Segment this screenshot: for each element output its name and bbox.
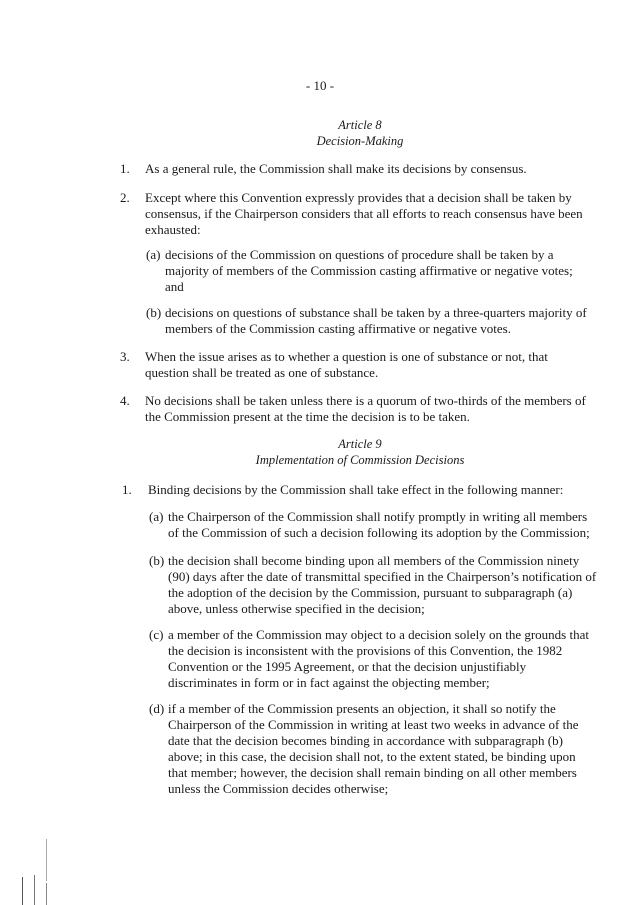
paragraph-line: exhausted: xyxy=(145,222,201,237)
subparagraph-line: the Chairperson of the Commission shall notify promptly in writing all members xyxy=(168,509,588,524)
article-9-heading xyxy=(0,436,640,468)
paragraph-line: When the issue arises as to whether a question is one of substance or not, that xyxy=(145,349,548,364)
subparagraph-label: (c) xyxy=(149,627,164,642)
scan-margin-marks xyxy=(0,835,60,905)
subparagraph-label: (a) xyxy=(146,247,161,262)
paragraph-number: 1. xyxy=(122,482,132,497)
subparagraph-line: discriminates in form or in fact against the objecting member; xyxy=(168,675,490,690)
subparagraph-line: the decision shall become binding upon all members of the Commission ninety xyxy=(168,553,580,568)
subparagraph-label: (a) xyxy=(149,509,164,524)
subparagraph-line: (90) days after the date of transmittal specified in the Chairperson’s notification of xyxy=(168,569,597,584)
subparagraph-line: date that the decision becomes binding in accordance with subparagraph (b) xyxy=(168,733,563,748)
paragraph-line: No decisions shall be taken unless there is a quorum of two-thirds of the members of xyxy=(145,393,586,408)
article-8-subtitle: Decision-Making xyxy=(316,134,404,148)
subparagraph-line: of the Commission of such a decision following its adoption by the Commission; xyxy=(168,525,590,540)
article-9-title: Article 9 xyxy=(338,437,382,451)
subparagraph-line: Chairperson of the Commission in writing at least two weeks in advance of the xyxy=(168,717,579,732)
paragraph-line: Except where this Convention expressly provides that a decision shall be taken by xyxy=(145,190,572,205)
subparagraph-line: decisions on questions of substance shall be taken by a three-quarters majority of xyxy=(165,305,587,320)
article-8-title: Article 8 xyxy=(338,118,382,132)
subparagraph-label: (b) xyxy=(146,305,162,320)
subparagraph-label: (b) xyxy=(149,553,165,568)
subparagraph-line: above, unless otherwise specified in the decision; xyxy=(168,601,425,616)
subparagraph-line: above; in this case, the decision shall not, to the extent stated, be binding upon xyxy=(168,749,576,764)
paragraph-line: consensus, if the Chairperson considers that all efforts to reach consensus have been xyxy=(145,206,583,221)
subparagraph-line: the adoption of the decision by the Commission, pursuant to subparagraph (a) xyxy=(168,585,573,600)
paragraph-number: 3. xyxy=(120,349,130,364)
paragraph-line: question shall be treated as one of substance. xyxy=(145,365,379,380)
subparagraph-label: (d) xyxy=(149,701,165,716)
subparagraph-line: members of the Commission casting affirmative or negative votes. xyxy=(165,321,511,336)
subparagraph-line: unless the Commission decides otherwise; xyxy=(168,781,389,796)
subparagraph-line: majority of members of the Commission casting affirmative or negative votes; xyxy=(165,263,573,278)
paragraph-line: Binding decisions by the Commission shall take effect in the following manner: xyxy=(148,482,564,497)
subparagraph-line: and xyxy=(165,279,184,294)
subparagraph-line: a member of the Commission may object to a decision solely on the grounds that xyxy=(168,627,589,642)
paragraph-number: 1. xyxy=(120,161,130,176)
paragraph-line: As a general rule, the Commission shall make its decisions by consensus. xyxy=(145,161,527,176)
paragraph-number: 4. xyxy=(120,393,130,408)
subparagraph-line: that member; however, the decision shall remain binding on all other members xyxy=(168,765,577,780)
paragraph-line: the Commission present at the time the decision is to be taken. xyxy=(145,409,470,424)
subparagraph-line: if a member of the Commission presents an objection, it shall so notify the xyxy=(168,701,556,716)
paragraph-number: 2. xyxy=(120,190,130,205)
subparagraph-line: the decision is inconsistent with the provisions of this Convention, the 1982 xyxy=(168,643,563,658)
article-9-subtitle: Implementation of Commission Decisions xyxy=(255,453,465,467)
article-8-heading xyxy=(0,117,640,149)
subparagraph-line: decisions of the Commission on questions of procedure shall be taken by a xyxy=(165,247,554,262)
page-number: - 10 - xyxy=(305,78,335,93)
subparagraph-line: Convention or the 1995 Agreement, or that the decision unjustifiably xyxy=(168,659,527,674)
